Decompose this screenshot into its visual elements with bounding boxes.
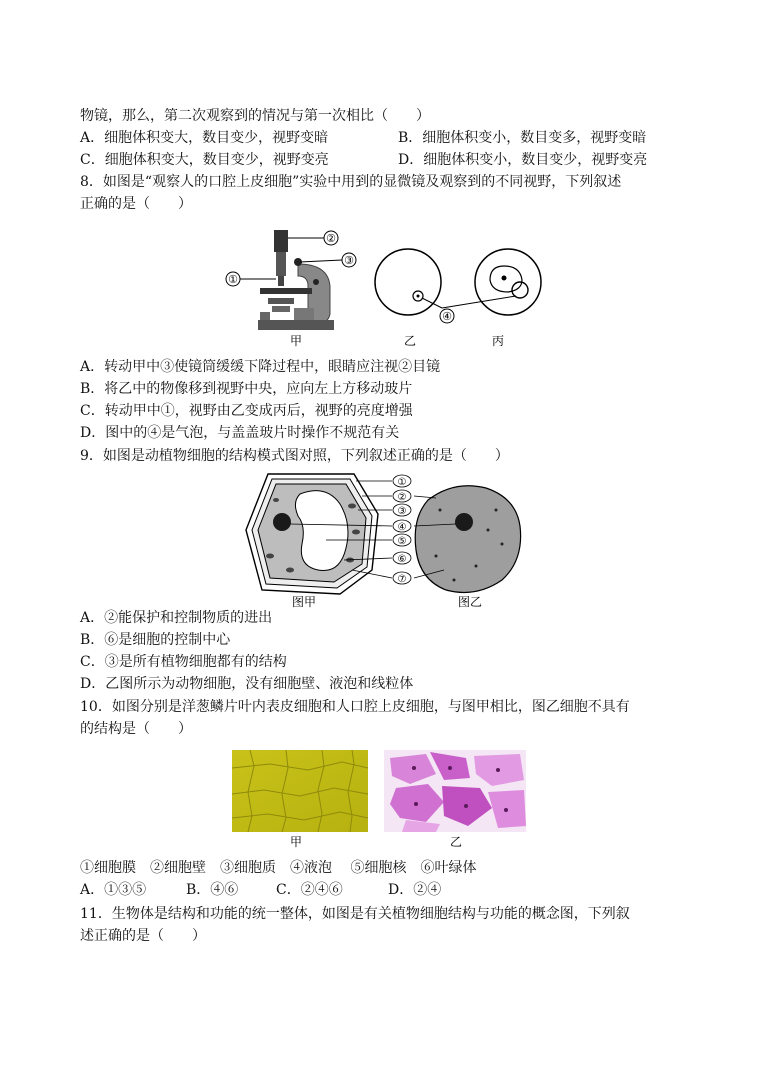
- q9-option-b: B．⑥是细胞的控制中心: [80, 632, 231, 648]
- q10-caption-jia: 甲: [289, 835, 303, 849]
- view-yi-circle: [375, 249, 441, 315]
- q7-option-a: A．细胞体积变大，数目变少，视野变暗: [80, 130, 329, 146]
- q8-caption-yi: 乙: [403, 334, 417, 348]
- plant-cell-illustration: [246, 474, 378, 594]
- q9-label-4: ④: [397, 522, 407, 533]
- q8-label-4: ④: [442, 310, 452, 323]
- q9-label-1: ①: [397, 477, 407, 488]
- q9-caption-jia: 图甲: [291, 595, 317, 609]
- q8-option-d: D．图中的④是气泡，与盖盖玻片时操作不规范有关: [80, 425, 400, 441]
- q10-choice-a: A．①③⑤: [80, 882, 147, 898]
- q9-caption-yi: 图乙: [457, 595, 483, 609]
- q9-label-7: ⑦: [397, 574, 407, 585]
- q9-label-5: ⑤: [397, 536, 407, 547]
- q9-figure: [240, 470, 530, 610]
- q10-caption-yi: 乙: [449, 835, 463, 849]
- q8-option-b: B．将乙中的物像移到视野中央，应向左上方移动玻片: [80, 381, 413, 397]
- q11-stem-line1: 11．生物体是结构和功能的统一整体，如图是有关植物细胞结构与功能的概念图，下列叙: [80, 906, 630, 922]
- q8-figure: [220, 224, 550, 350]
- q8-stem-line1: 8．如图是“观察人的口腔上皮细胞”实验中用到的显微镜及观察到的不同视野，下列叙述: [80, 174, 622, 190]
- cheek-cells-image: [384, 750, 526, 832]
- q10-stem-line2: 的结构是（ ）: [80, 721, 192, 737]
- q10-figure: [230, 748, 530, 852]
- q9-option-d: D．乙图所示为动物细胞，没有细胞壁、液泡和线粒体: [80, 676, 414, 692]
- q7-stem-tail: 物镜，那么，第二次观察到的情况与第一次相比（ ）: [80, 108, 430, 124]
- q7-option-b: B．细胞体积变小，数目变多，视野变暗: [398, 130, 647, 146]
- q10-choice-c: C．②④⑥: [276, 882, 343, 898]
- q8-option-a: A．转动甲中③使镜筒缓缓下降过程中，眼睛应注视②目镜: [80, 359, 441, 375]
- q8-label-2: ②: [326, 232, 336, 245]
- microscope-illustration: [258, 230, 334, 330]
- q9-option-c: C．③是所有植物细胞都有的结构: [80, 654, 287, 670]
- q8-stem-line2: 正确的是（ ）: [80, 196, 192, 212]
- q9-label-3: ③: [397, 506, 407, 517]
- q8-caption-bing: 丙: [491, 334, 505, 348]
- q9-label-6: ⑥: [397, 554, 407, 565]
- q10-choice-b: B．④⑥: [186, 882, 239, 898]
- q10-choice-d: D．②④: [388, 882, 442, 898]
- q7-option-d: D．细胞体积变小，数目变少，视野变亮: [398, 152, 648, 168]
- onion-epidermis-image: [232, 750, 368, 832]
- q8-caption-jia: 甲: [289, 334, 303, 348]
- q10-items: ①细胞膜 ②细胞壁 ③细胞质 ④液泡 ⑤细胞核 ⑥叶绿体: [80, 860, 477, 876]
- q8-label-1: ①: [228, 273, 238, 286]
- view-bing-circle: [475, 249, 541, 315]
- q7-option-c: C．细胞体积变大，数目变少，视野变亮: [80, 152, 329, 168]
- q9-option-a: A．②能保护和控制物质的进出: [80, 610, 273, 626]
- q9-label-2: ②: [397, 492, 407, 503]
- animal-cell-illustration: [415, 486, 520, 593]
- q8-label-3: ③: [344, 254, 354, 267]
- q9-stem: 9．如图是动植物细胞的结构模式图对照，下列叙述正确的是（ ）: [80, 448, 509, 464]
- q8-option-c: C．转动甲中①，视野由乙变成丙后，视野的亮度增强: [80, 403, 413, 419]
- q11-stem-line2: 述正确的是（ ）: [80, 928, 206, 944]
- q10-stem-line1: 10．如图分别是洋葱鳞片叶内表皮细胞和人口腔上皮细胞，与图甲相比，图乙细胞不具有: [80, 699, 630, 715]
